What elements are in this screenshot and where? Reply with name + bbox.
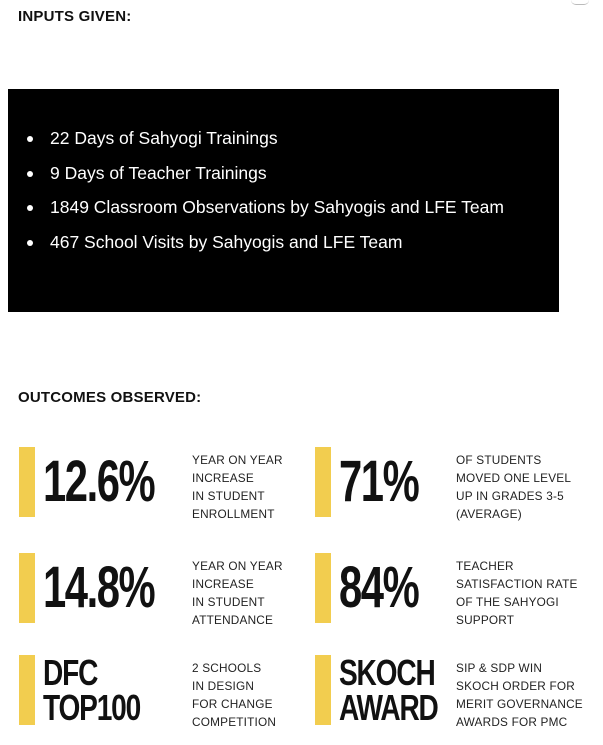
- stat-description-line: SKOCH ORDER FOR: [456, 679, 576, 693]
- input-item-classroom-observations: 1849 Classroom Observations by Sahyogis and LFE Team: [50, 195, 504, 230]
- stat-description: [192, 659, 276, 731]
- stat-description: [456, 659, 583, 731]
- stat-description-line: SATISFACTION RATE: [456, 577, 578, 591]
- accent-bar: [315, 655, 331, 725]
- stat-description-line: 2 SCHOOLS: [192, 661, 262, 675]
- input-item-school-visits: 467 School Visits by Sahyogis and LFE Team: [50, 230, 504, 265]
- stat-skoch-award: [315, 651, 603, 729]
- stat-description-line: SIP & SDP WIN: [456, 661, 543, 675]
- stat-value: 71%: [339, 449, 419, 514]
- stat-description: [456, 451, 571, 523]
- stat-description-line: IN STUDENT: [192, 489, 265, 503]
- stat-level-progress: [315, 447, 603, 521]
- outcomes-heading: OUTCOMES OBSERVED:: [18, 389, 202, 406]
- stat-value: 14.8%: [43, 555, 155, 620]
- stat-description-line: ATTENDANCE: [192, 613, 274, 627]
- stat-value-line: AWARD: [339, 687, 438, 728]
- stat-description-line: YEAR ON YEAR: [192, 559, 283, 573]
- stat-value-line: DFC: [43, 651, 98, 693]
- stat-description-line: MERIT GOVERNANCE: [456, 697, 583, 711]
- stat-value: 84%: [339, 555, 419, 620]
- stat-description-line: SUPPORT: [456, 613, 515, 627]
- stat-description-line: OF STUDENTS: [456, 453, 542, 467]
- stat-description-line: COMPETITION: [192, 715, 277, 729]
- stat-description-line: UP IN GRADES 3-5: [456, 489, 564, 503]
- stat-description-line: IN DESIGN: [192, 679, 255, 693]
- stat-description-line: YEAR ON YEAR: [192, 453, 283, 467]
- stat-description-line: MOVED ONE LEVEL: [456, 471, 572, 485]
- stat-description-line: ENROLLMENT: [192, 507, 275, 521]
- inputs-heading: INPUTS GIVEN:: [18, 8, 132, 25]
- accent-bar: [19, 655, 35, 725]
- stat-attendance: [19, 553, 309, 627]
- stat-description-line: OF THE SAHYOGI: [456, 595, 559, 609]
- stat-teacher-satisfaction: [315, 553, 603, 627]
- stat-description-line: TEACHER: [456, 559, 514, 573]
- stat-value-line: SKOCH: [339, 651, 435, 693]
- stat-dfc-top100: [19, 651, 309, 729]
- stat-description: [192, 451, 283, 523]
- stat-value: [43, 651, 141, 728]
- stat-description-line: IN STUDENT: [192, 595, 265, 609]
- stat-value-line: TOP100: [43, 687, 141, 728]
- stat-description-line: INCREASE: [192, 471, 254, 485]
- stat-value: [339, 651, 438, 728]
- inputs-panel: [8, 89, 559, 312]
- input-item-teacher-trainings: 9 Days of Teacher Trainings: [50, 161, 504, 196]
- accent-bar: [315, 447, 331, 517]
- stat-value: 12.6%: [43, 449, 155, 514]
- stat-description-line: AWARDS FOR PMC: [456, 715, 568, 729]
- accent-bar: [19, 553, 35, 623]
- stat-description-line: INCREASE: [192, 577, 254, 591]
- accent-bar: [19, 447, 35, 517]
- page-corner-mark: [571, 0, 589, 5]
- stat-enrollment: [19, 447, 309, 521]
- accent-bar: [315, 553, 331, 623]
- stat-description-line: (AVERAGE): [456, 507, 522, 521]
- stat-description-line: FOR CHANGE: [192, 697, 273, 711]
- stat-description: [192, 557, 283, 629]
- inputs-list: [8, 126, 504, 265]
- input-item-sahyogi-trainings: 22 Days of Sahyogi Trainings: [50, 126, 504, 161]
- stat-description: [456, 557, 578, 629]
